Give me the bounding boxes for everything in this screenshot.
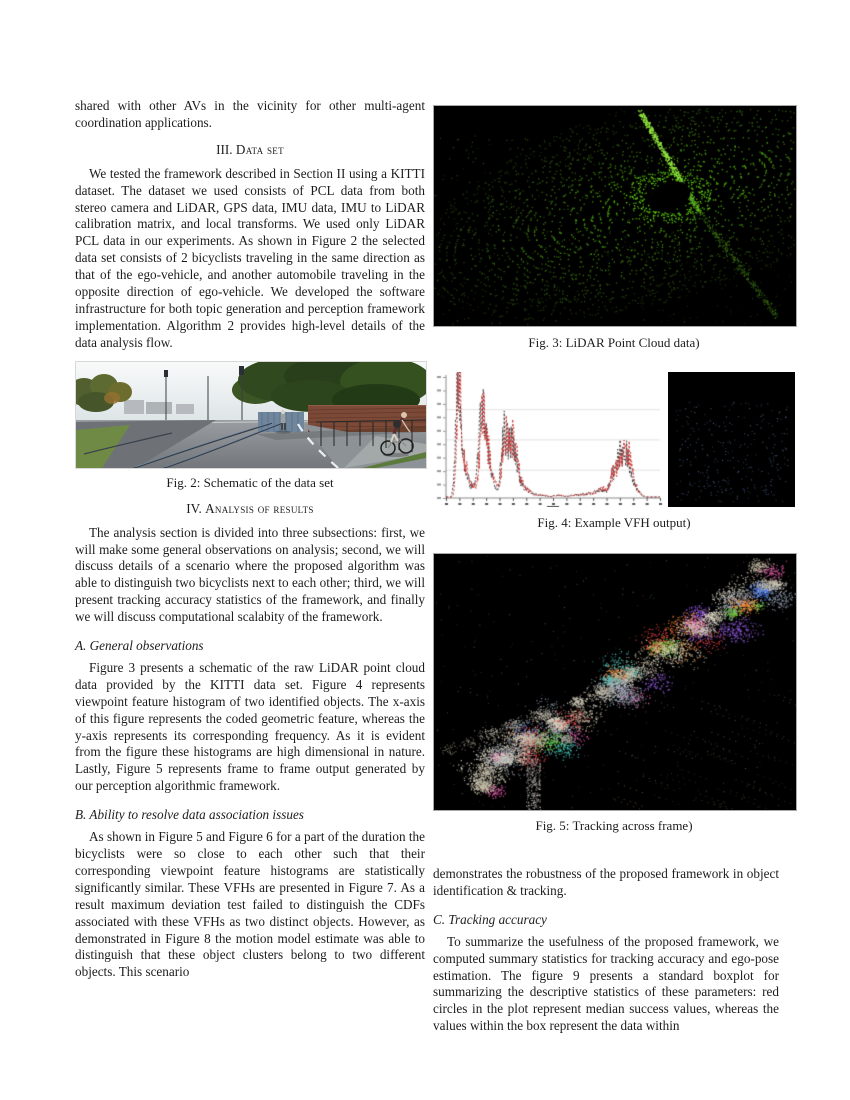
subsection-c-heading: C. Tracking accuracy [433, 911, 547, 927]
right-column [433, 105, 795, 1035]
section-3-title: Data set [235, 141, 284, 157]
subsection-a-heading: A. General observations [75, 638, 204, 654]
subsection-a-paragraph: Figure 3 presents a schematic of the raw LiDAR point cloud data provided by the KITTI data set. Figure 4 represents viewpoint feature histogram of two identified objects. The x-axis of this figure represents the coded geometric feature, whereas the y-axis represents its corresponding frequency. As it is evident from the figure these histograms are high dimensional in nature. Lastly, Figure 5 represents frame to frame output generated by our perception algorithmic framework. [75, 659, 425, 794]
fig2-photo [75, 361, 427, 469]
section-4-heading [75, 501, 425, 518]
intro-paragraph: shared with other AVs in the vicinity for other multi-agent coordination applications. [75, 98, 425, 130]
figure-4 [433, 372, 795, 531]
section-4-title: Analysis of results [205, 500, 314, 516]
section-3-number: III. [216, 141, 233, 157]
fig2-caption: Fig. 2: Schematic of the data set [166, 474, 334, 490]
fig4-caption: Fig. 4: Example VFH output) [537, 515, 691, 530]
section-3-heading [75, 142, 425, 159]
fig3-caption: Fig. 3: LiDAR Point Cloud data) [528, 335, 700, 350]
figure-5 [433, 553, 795, 834]
figure-2 [75, 361, 425, 491]
figure-3 [433, 105, 795, 351]
fig3-lidar-point-cloud-image [433, 105, 797, 327]
subsection-c-paragraph: To summarize the usefulness of the proposed framework, we computed summary statistics for tracking accuracy and ego-pose estimation. The figure 9 presents a standard boxplot for summarizing the descriptive statistics of these parameters: red circles in the plot represent median success values, whereas the values within the box represent the data within [433, 933, 779, 1034]
section-4-number: IV. [186, 500, 202, 516]
fig4-vfh-plot [433, 372, 665, 507]
section-4-paragraph: The analysis section is divided into three subsections: first, we will make some general observations on analysis; second, we will discuss details of a scenario where the proposed algorithm was able to distinguish two bicyclists next to each other; third, we will present tracking accuracy statistics of the framework, and finally we will discuss computational scalabity of the framework. [75, 524, 425, 625]
subsection-b-heading: B. Ability to resolve data association issues [75, 807, 304, 823]
subsection-b-paragraph: As shown in Figure 5 and Figure 6 for a part of the duration the bicyclists were so close to each other such that their corresponding viewpoint feature histograms are statistically significantly similar. These VFHs are presented in Figure 7. As a result maximum deviation test failed to distinguish the CDFs associated with these VFHs as two distinct objects. However, as demonstrated in Figure 8 the motion model estimate was able to distinguish that these object clusters belong to two different objects. This scenario [75, 829, 425, 980]
continuation-paragraph: demonstrates the robustness of the proposed framework in object identification & tracking. [433, 866, 779, 898]
fig4-side-panel [668, 372, 795, 507]
fig5-caption: Fig. 5: Tracking across frame) [535, 818, 693, 833]
fig5-tracking-image [433, 553, 797, 811]
right-text-block [433, 866, 779, 1035]
left-column [75, 98, 425, 981]
section-3-paragraph: We tested the framework described in Section II using a KITTI dataset. The dataset we used consists of PCL data from both stereo camera and LiDAR, GPS data, IMU data, IMU to LiDAR calibration matrix, and local transforms. We used only LiDAR PCL data in our experiments. As shown in Figure 2 the selected data set consists of 2 bicyclists traveling in the same direction as that of the ego-vehicle, and another automobile traveling in the opposite direction of ego-vehicle. We developed the software infrastructure for both topic generation and perception framework implementation. Algorithm 2 provides high-level details of the data analysis flow. [75, 165, 425, 350]
